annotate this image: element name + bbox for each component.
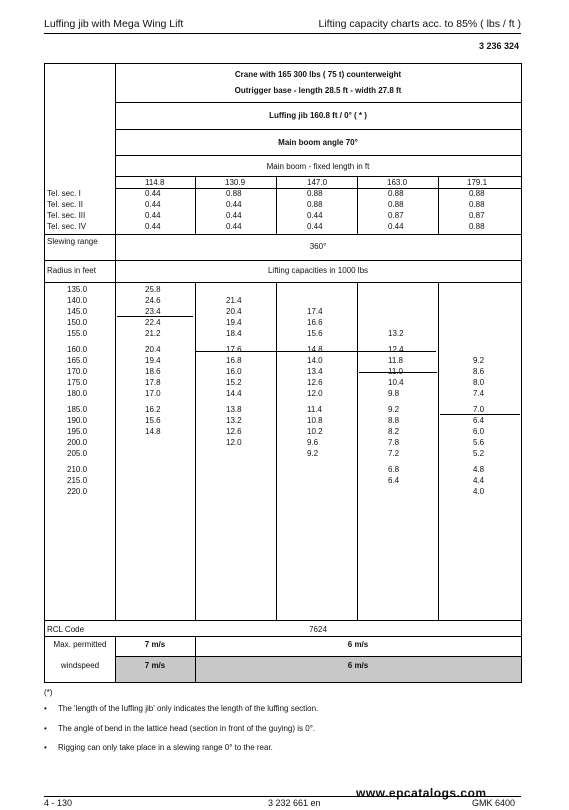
row-divider (115, 155, 521, 156)
note-item-3: • Rigging can only take place in a slewing range 0° to the rear. (44, 743, 273, 752)
limit-line (117, 316, 193, 317)
column-divider (438, 176, 439, 234)
watermark: www.epcatalogs.com (356, 786, 487, 800)
table-title-line2: Outrigger base - length 28.5 ft - width 27.8 ft (234, 86, 402, 95)
windspeed-first-shaded: 7 m/s (144, 661, 166, 670)
windspeed-rest-shaded: 6 m/s (347, 661, 369, 670)
column-divider (438, 282, 439, 620)
table-title-line1: Crane with 165 300 lbs ( 75 t) counterweight (234, 70, 402, 79)
tel-values-col-4: 0.88 0.88 0.87 0.44 (388, 189, 404, 231)
header-title: Luffing jib with Mega Wing Lift (44, 18, 184, 30)
column-divider (195, 282, 196, 620)
capacity-column-147-0: 17.4 16.6 15.6 14.8 14.0 13.4 12.6 12.0 11.4 10.8 10.2 9.6 9.2 (307, 307, 323, 458)
radius-column: 135.0 140.0 145.0 150.0 155.0 160.0 165.0 170.0 175.0 180.0 185.0 190.0 195.0 200.0 205.0 210.0 215.0 220.0 (67, 285, 88, 496)
tel-label-1: Tel. sec. I (47, 189, 81, 198)
row-divider (45, 620, 521, 621)
footer-page: 4 - 130 (44, 798, 73, 808)
row-divider (115, 129, 521, 130)
tel-values-col-5: 0.88 0.88 0.87 0.88 (469, 189, 485, 231)
tel-label-2: Tel. sec. II (47, 200, 84, 209)
windspeed-label-1: Max. permitted (53, 640, 107, 649)
radius-label: Radius in feet (47, 266, 96, 275)
footer-model: GMK 6400 (472, 798, 516, 808)
capacity-table (44, 63, 522, 683)
footer-code: 3 232 661 en (268, 798, 321, 808)
column-divider (276, 176, 277, 234)
tel-label-3: Tel. sec. III (47, 211, 86, 220)
footer-rule (44, 796, 521, 797)
tel-values-col-1: 0.44 0.44 0.44 0.44 (145, 189, 161, 231)
column-divider (195, 176, 196, 234)
limit-line (196, 351, 436, 352)
row-divider (45, 636, 521, 637)
boom-length-3: 147.0 (307, 178, 328, 187)
limit-line (359, 372, 437, 373)
column-divider (357, 176, 358, 234)
row-divider (115, 102, 521, 103)
row-divider (45, 282, 521, 283)
boom-angle-label: Main boom angle 70° (278, 138, 358, 147)
note-asterisk: (*) (44, 688, 53, 697)
label-column-divider (115, 64, 116, 620)
column-divider (276, 282, 277, 620)
capacity-column-163-0: 13.2 12.4 11.8 11.0 10.4 9.8 9.2 8.8 8.2 7.8 7.2 6.8 6.4 (388, 329, 404, 485)
header-rule (44, 33, 521, 34)
capacity-column-114-8: 25.8 24.6 23.4 22.4 21.2 20.4 19.4 18.6 17.8 17.0 16.2 15.6 14.8 (145, 285, 161, 436)
tel-label-4: Tel. sec. IV (47, 222, 87, 231)
slewing-value: 360° (309, 242, 327, 251)
row-divider (115, 176, 521, 177)
boom-length-2: 130.9 (225, 178, 246, 187)
windspeed-label-2: windspeed (60, 661, 100, 670)
bullet-icon: • (44, 704, 47, 713)
boom-length-4: 163.0 (387, 178, 408, 187)
windspeed-rest: 6 m/s (347, 640, 369, 649)
windspeed-first: 7 m/s (144, 640, 166, 649)
rcl-label: RCL Code (47, 625, 85, 634)
boom-length-1: 114.8 (145, 178, 165, 187)
column-divider (357, 282, 358, 620)
bullet-icon: • (44, 743, 47, 752)
slewing-label: Slewing range (47, 237, 98, 246)
bullet-icon: • (44, 724, 47, 733)
row-divider (45, 260, 521, 261)
capacity-column-130-9: 21.4 20.4 19.4 18.4 17.6 16.8 16.0 15.2 14.4 13.8 13.2 12.6 12.0 (226, 296, 242, 447)
capacity-header: Lifting capacities in 1000 lbs (267, 266, 369, 275)
rcl-value: 7624 (309, 625, 327, 634)
luffing-jib-label: Luffing jib 160.8 ft / 0° ( * ) (269, 111, 367, 120)
limit-line (440, 414, 520, 415)
tel-values-col-3: 0.88 0.88 0.44 0.44 (307, 189, 323, 231)
header-subtitle: Lifting capacity charts acc. to 85% ( lbs / ft ) (318, 18, 521, 30)
note-item-1: • The 'length of the luffing jib' only indicates the length of the luffing section. (44, 704, 319, 713)
note-item-2: • The angle of bend in the lattice head (section in front of the guying) is 0°. (44, 724, 316, 733)
main-boom-header: Main boom - fixed length in ft (266, 162, 370, 171)
boom-length-5: 179.1 (467, 178, 488, 187)
tel-values-col-2: 0.88 0.44 0.44 0.44 (226, 189, 242, 231)
row-divider (45, 234, 521, 235)
capacity-column-179-1: 9.2 8.6 8.0 7.4 7.0 6.4 6.0 5.6 5.2 4.8 4.4 4.0 (473, 356, 485, 496)
document-number: 3 236 324 (478, 41, 519, 51)
